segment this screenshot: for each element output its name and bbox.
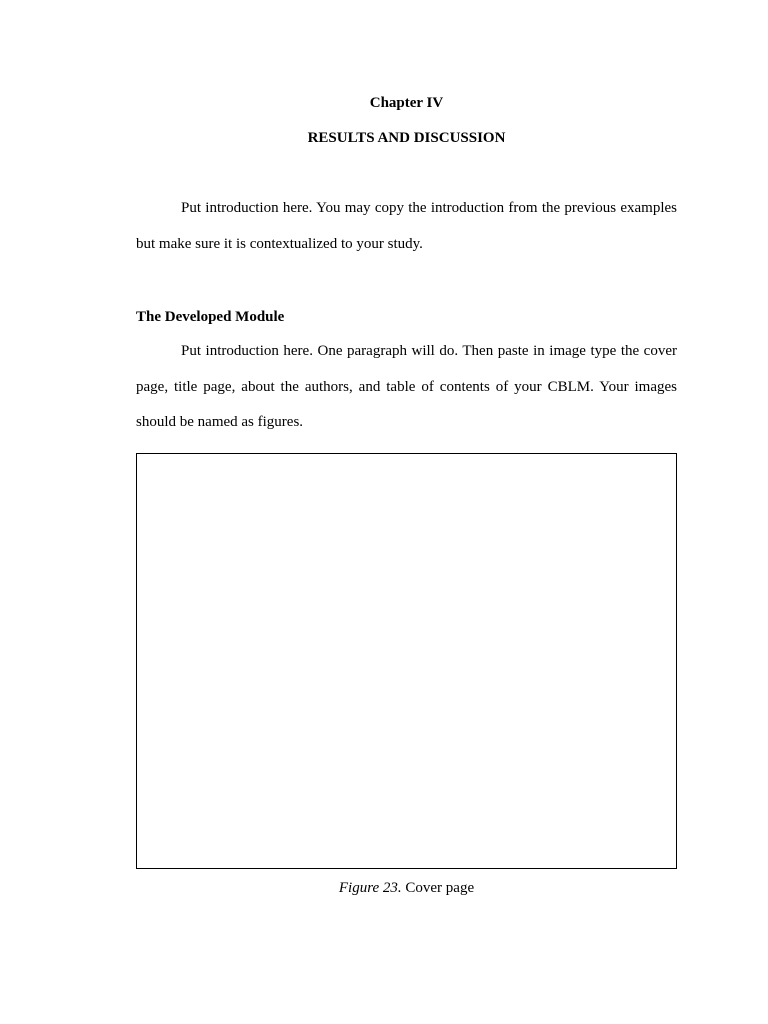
figure-number: Figure 23. (338, 880, 402, 896)
section-paragraph: Put introduction here. One paragraph will do. Then paste in image type the cover page, title page, about the authors, and table of contents of your CBLM. Your images should be named as figures. (136, 343, 677, 430)
document-page (136, 0, 677, 1024)
chapter-label: Chapter IV (369, 95, 444, 111)
chapter-title: RESULTS AND DISCUSSION (307, 130, 506, 146)
figure-caption (136, 878, 677, 898)
section-heading: The Developed Module (136, 309, 285, 325)
figure-caption-text: Cover page (405, 880, 475, 896)
figure-placeholder-box (136, 453, 677, 869)
intro-paragraph: Put introduction here. You may copy the introduction from the previous examples but make sure it is contextualized to your study. (136, 200, 677, 252)
